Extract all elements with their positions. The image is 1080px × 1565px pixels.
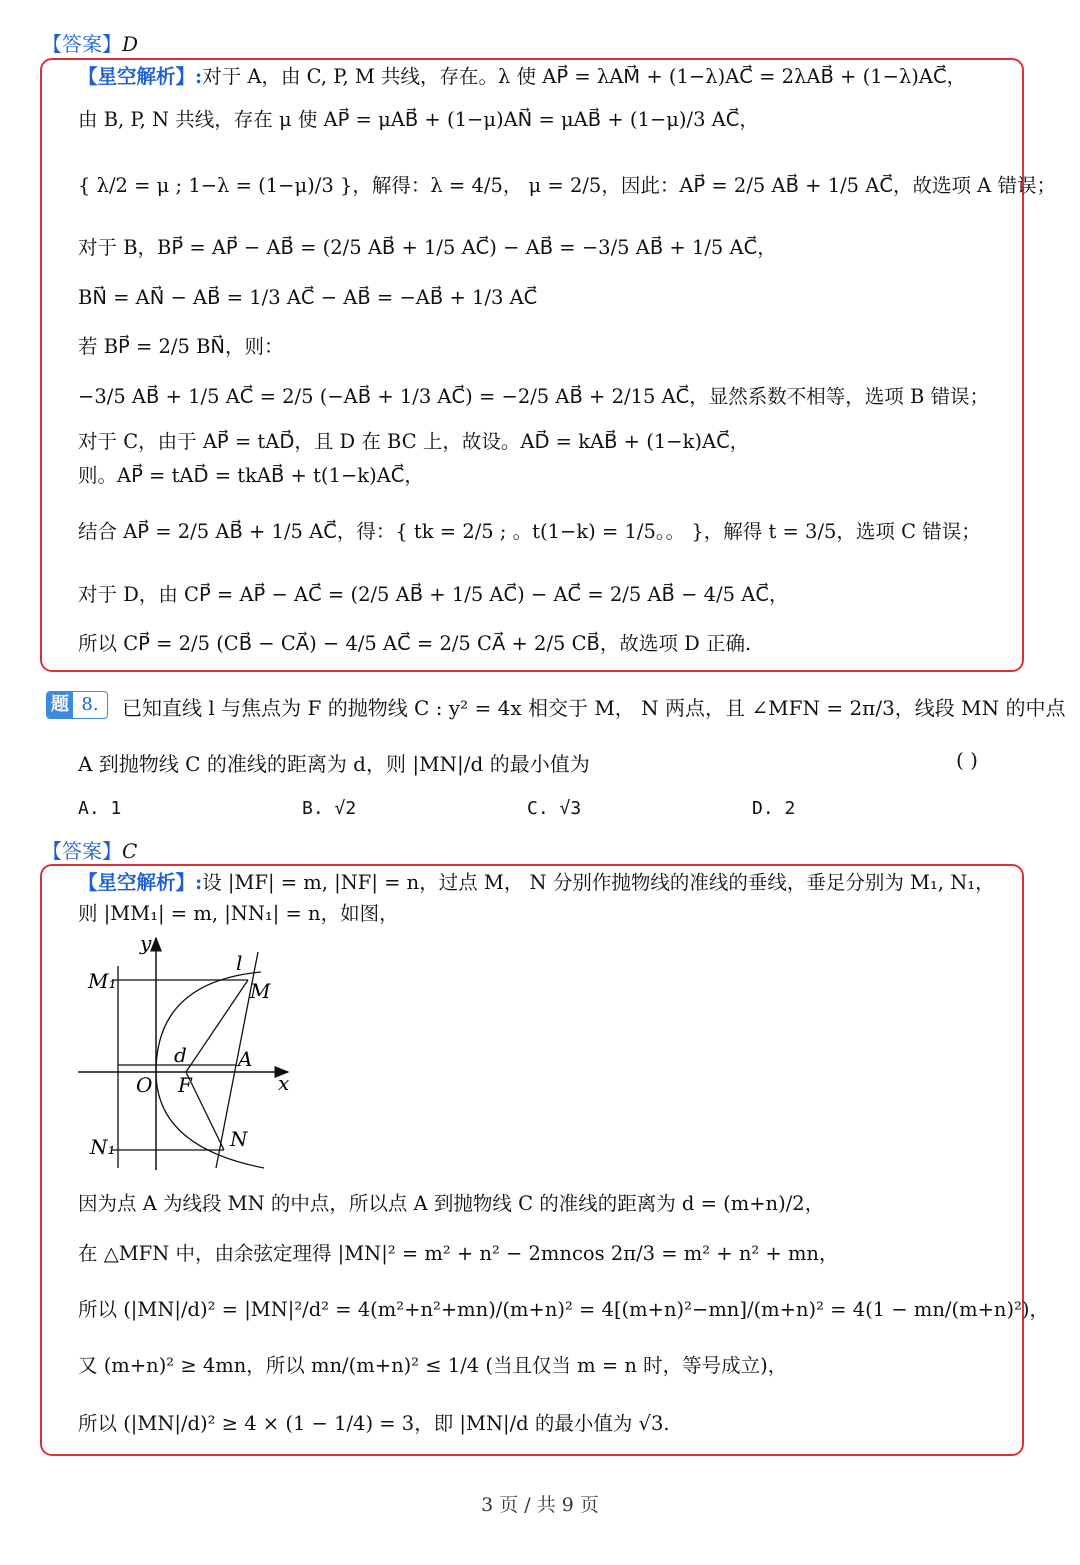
label-n1: N₁	[90, 1135, 116, 1159]
question-badge	[46, 691, 108, 719]
sol8-tag: 【星空解析】:	[78, 871, 203, 894]
sol7-line-12: 所以 CP⃗ = 2/5 (CB⃗ − CA⃗) − 4/5 AC⃗ = 2/5 CA⃗ + 2/5 CB⃗，故选项 D 正确.	[78, 632, 752, 655]
sol8-line-6: 又 (m+n)² ≥ 4mn，所以 mn/(m+n)² ≤ 1/4 (当且仅当 m = n 时，等号成立)，	[78, 1354, 788, 1377]
answer-label: 【答案】	[42, 839, 122, 863]
sol8-line-2: 则 |MM₁| = m, |NN₁| = n，如图，	[78, 902, 399, 925]
sol7-line-3: { λ/2 = μ ; 1−λ = (1−μ)/3 }，解得：λ = 4/5， μ = 2/5，因此：AP⃗ = 2/5 AB⃗ + 1/5 AC⃗，故选项 A 错误；	[78, 174, 1056, 197]
sol7-line-2: 由 B, P, N 共线，存在 μ 使 AP⃗ = μAB⃗ + (1−μ)AN⃗ = μAB⃗ + (1−μ)/3 AC⃗，	[78, 108, 759, 131]
question-8-line-2: A 到抛物线 C 的准线的距离为 d，则 |MN|/d 的最小值为	[78, 752, 590, 776]
label-x: x	[278, 1071, 290, 1095]
label-f: F	[178, 1073, 192, 1097]
label-m: M	[250, 979, 271, 1003]
sol8-line-3: 因为点 A 为线段 MN 的中点，所以点 A 到抛物线 C 的准线的距离为 d = (m+n)/2，	[78, 1192, 825, 1215]
sol7-line-10: 结合 AP⃗ = 2/5 AB⃗ + 1/5 AC⃗，得：{ tk = 2/5 ; 。t(1−k) = 1/5。。 }，解得 t = 3/5，选项 C 错误；	[78, 520, 981, 543]
label-d: d	[174, 1043, 187, 1067]
sol8-line-1: 【星空解析】:设 |MF| = m, |NF| = n，过点 M， N 分别作抛物线的准线的垂线，垂足分别为 M₁, N₁，	[78, 871, 995, 894]
sol8-line-4: 在 △MFN 中，由余弦定理得 |MN|² = m² + n² − 2mncos 2π/3 = m² + n² + mn，	[78, 1242, 839, 1265]
sol7-line-5: BN⃗ = AN⃗ − AB⃗ = 1/3 AC⃗ − AB⃗ = −AB⃗ + 1/3 AC⃗	[78, 286, 538, 309]
label-a: A	[238, 1047, 253, 1071]
answer-value: C	[122, 839, 138, 863]
solution-7-box	[40, 58, 1024, 672]
answer-paren: ( )	[956, 748, 978, 772]
sol7-line-9: 则。AP⃗ = tAD⃗ = tkAB⃗ + t(1−k)AC⃗，	[78, 464, 424, 487]
sol7-line-11: 对于 D，由 CP⃗ = AP⃗ − AC⃗ = (2/5 AB⃗ + 1/5 AC⃗) − AC⃗ = 2/5 AB⃗ − 4/5 AC⃗，	[78, 583, 789, 606]
option-a[interactable]: A. 1	[78, 798, 122, 819]
label-n: N	[230, 1127, 248, 1151]
parabola-figure	[76, 932, 306, 1178]
question-8-line-1: 已知直线 l 与焦点为 F 的抛物线 C : y² = 4x 相交于 M， N 两点，且 ∠MFN = 2π/3，线段 MN 的中点	[122, 696, 1066, 720]
answer-label: 【答案】	[42, 32, 122, 56]
sol7-line-4: 对于 B，BP⃗ = AP⃗ − AB⃗ = (2/5 AB⃗ + 1/5 AC⃗) − AB⃗ = −3/5 AB⃗ + 1/5 AC⃗，	[78, 236, 777, 259]
question-number: 8.	[81, 694, 99, 715]
sol7-line-6: 若 BP⃗ = 2/5 BN⃗，则：	[78, 335, 284, 358]
sol8-line-5: 所以 (|MN|/d)² = |MN|²/d² = 4(m²+n²+mn)/(m+n)² = 4[(m+n)²−mn]/(m+n)² = 4(1 − mn/(m+n)²)，	[78, 1298, 1050, 1321]
label-y: y	[140, 932, 152, 955]
question-badge-label: 题	[47, 692, 73, 718]
sol7-line-8: 对于 C，由于 AP⃗ = tAD⃗，且 D 在 BC 上，故设。AD⃗ = kAB⃗ + (1−k)AC⃗，	[78, 430, 750, 453]
option-d[interactable]: D. 2	[752, 798, 796, 819]
sol8-line-7: 所以 (|MN|/d)² ≥ 4 × (1 − 1/4) = 3，即 |MN|/d 的最小值为 √3.	[78, 1412, 670, 1435]
option-b[interactable]: B. √2	[302, 798, 357, 819]
answer-7	[42, 28, 138, 57]
option-c[interactable]: C. √3	[527, 798, 582, 819]
label-m1: M₁	[88, 969, 117, 993]
answer-value: D	[122, 32, 139, 56]
sol7-line-7: −3/5 AB⃗ + 1/5 AC⃗ = 2/5 (−AB⃗ + 1/3 AC⃗) = −2/5 AB⃗ + 2/15 AC⃗，显然系数不相等，选项 B 错误；	[78, 385, 990, 408]
sol7-tag: 【星空解析】:	[78, 65, 203, 88]
label-l: l	[236, 951, 243, 975]
page-footer: 3 页 / 共 9 页	[481, 1494, 599, 1516]
answer-8	[42, 835, 137, 864]
sol7-line-1: 【星空解析】:对于 A，由 C, P, M 共线，存在。λ 使 AP⃗ = λAM⃗ + (1−λ)AC⃗ = 2λAB⃗ + (1−λ)AC⃗，	[78, 65, 967, 88]
label-o: O	[136, 1073, 153, 1097]
